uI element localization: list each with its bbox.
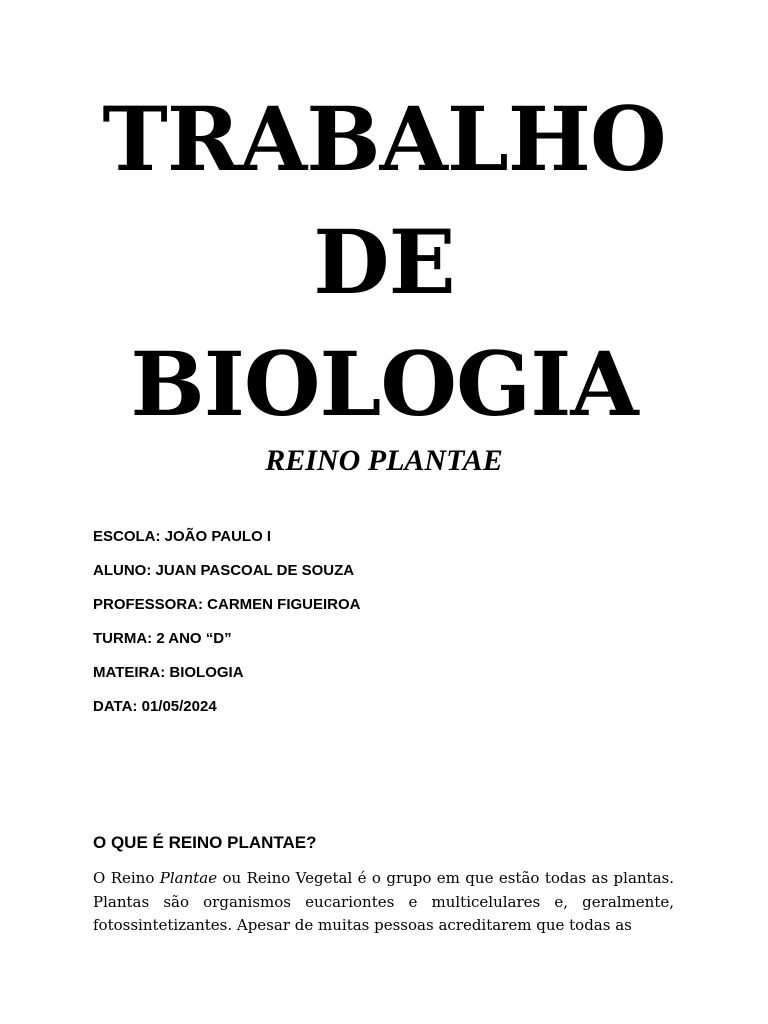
title-line-1: TRABALHO [102,87,666,191]
paragraph-text-start: O Reino [93,869,160,887]
info-turma: TURMA: 2 ANO “D” [93,630,232,647]
section-heading: O QUE É REINO PLANTAE? [93,833,317,852]
info-aluno: ALUNO: JUAN PASCOAL DE SOUZA [93,562,355,579]
paragraph-italic-term: Plantae [159,869,218,887]
info-materia: MATEIRA: BIOLOGIA [93,664,244,681]
info-data: DATA: 01/05/2024 [93,698,217,715]
info-escola: ESCOLA: JOÃO PAULO I [93,528,272,545]
subtitle: REINO PLANTAE [265,444,503,477]
paragraph-text-rest: ou Reino Vegetal é o grupo em que estão todas as plantas. Plantas são organismos eucariontes e multicelulares e, geralmente, fotossintetizantes. Apesar de muitas pessoas acreditarem que todas as [93,869,674,934]
section-paragraph [93,867,674,938]
info-professora: PROFESSORA: CARMEN FIGUEIROA [93,596,361,613]
title-line-3: BIOLOGIA [130,332,638,436]
title-line-2: DE [313,210,455,314]
